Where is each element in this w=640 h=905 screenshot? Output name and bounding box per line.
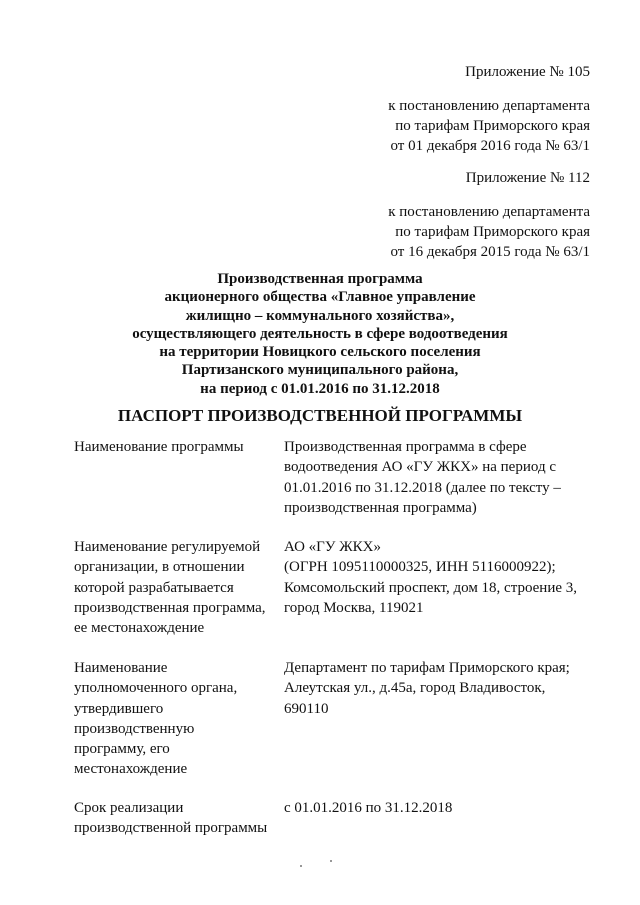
label-line: производственную bbox=[74, 720, 195, 737]
appendix-105-block bbox=[388, 62, 590, 156]
value-line: 01.01.2016 по 31.12.2018 (далее по тексту – bbox=[284, 479, 561, 496]
label-line: программу, его bbox=[74, 741, 170, 758]
value-line: Производственная программа в сфере bbox=[284, 439, 527, 455]
appendix-105-title: Приложение № 105 bbox=[465, 64, 590, 80]
row-value bbox=[284, 798, 604, 818]
appendix-112-reference bbox=[388, 202, 590, 262]
heading-line: Партизанского муниципального района, bbox=[181, 362, 459, 379]
appendix-112-line: к постановлению департамента bbox=[388, 204, 590, 220]
label-line: Наименование программы bbox=[74, 439, 244, 455]
passport-title: ПАСПОРТ ПРОИЗВОДСТВЕННОЙ ПРОГРАММЫ bbox=[117, 406, 523, 425]
appendix-105-line: от 01 декабря 2016 года № 63/1 bbox=[390, 138, 590, 154]
value-line: город Москва, 119021 bbox=[284, 599, 424, 616]
appendix-105-line: по тарифам Приморского края bbox=[395, 118, 590, 134]
appendix-112-line: по тарифам Приморского края bbox=[395, 224, 590, 240]
scan-speck bbox=[300, 865, 302, 867]
heading-line: акционерного общества «Главное управление bbox=[164, 289, 476, 306]
heading-line: Производственная программа bbox=[217, 271, 423, 287]
value-line: водоотведения АО «ГУ ЖКХ» на период с bbox=[284, 459, 556, 476]
label-line: которой разрабатывается bbox=[74, 579, 234, 596]
row-value bbox=[284, 437, 604, 518]
label-line: Наименование регулируемой bbox=[74, 539, 261, 555]
label-line: Наименование bbox=[74, 660, 168, 676]
heading-line: на территории Новицкого сельского поселения bbox=[159, 344, 481, 361]
label-line: уполномоченного органа, bbox=[74, 680, 238, 697]
value-line: Комсомольский проспект, дом 18, строение 3, bbox=[284, 579, 578, 596]
row-label bbox=[74, 798, 279, 839]
appendix-112-block bbox=[388, 168, 590, 262]
value-line: (ОГРН 1095110000325, ИНН 5116000922); bbox=[284, 559, 556, 576]
appendix-112-line: от 16 декабря 2015 года № 63/1 bbox=[390, 244, 590, 260]
value-line: производственная программа) bbox=[284, 499, 477, 516]
appendix-112-title: Приложение № 112 bbox=[465, 170, 590, 186]
row-label bbox=[74, 437, 279, 457]
appendix-105-reference bbox=[388, 96, 590, 156]
value-line: Алеутская ул., д.45а, город Владивосток, bbox=[284, 680, 546, 697]
label-line: организации, в отношении bbox=[74, 559, 245, 576]
value-line: АО «ГУ ЖКХ» bbox=[284, 539, 381, 555]
heading-line: жилищно – коммунального хозяйства», bbox=[185, 307, 455, 324]
heading-line: на период с 01.01.2016 по 31.12.2018 bbox=[200, 380, 440, 397]
value-line: Департамент по тарифам Приморского края; bbox=[284, 660, 570, 676]
heading-line: осуществляющего деятельность в сфере водоотведения bbox=[132, 325, 508, 342]
value-line: 690110 bbox=[284, 700, 329, 717]
value-line: с 01.01.2016 по 31.12.2018 bbox=[284, 800, 453, 816]
label-line: Срок реализации bbox=[74, 800, 184, 816]
row-value bbox=[284, 658, 604, 719]
row-label bbox=[74, 537, 279, 638]
scan-speck bbox=[330, 860, 332, 862]
row-label bbox=[74, 658, 279, 780]
label-line: местонахождение bbox=[74, 761, 188, 778]
document-heading bbox=[0, 270, 640, 398]
appendix-105-line: к постановлению департамента bbox=[388, 98, 590, 114]
row-value bbox=[284, 537, 604, 618]
label-line: производственная программа, bbox=[74, 599, 266, 616]
label-line: производственной программы bbox=[74, 820, 268, 837]
label-line: ее местонахождение bbox=[74, 620, 205, 637]
label-line: утвердившего bbox=[74, 700, 164, 717]
